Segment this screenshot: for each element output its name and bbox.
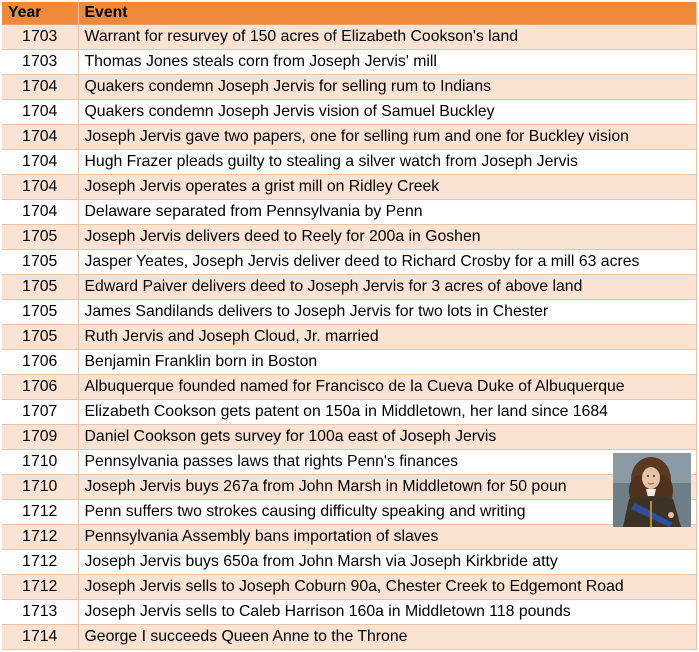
table-row bbox=[2, 125, 696, 150]
year-cell[interactable]: 1705 bbox=[2, 225, 78, 250]
year-cell[interactable]: 1705 bbox=[2, 250, 78, 275]
event-cell[interactable]: Jasper Yeates, Joseph Jervis deliver deed to Richard Crosby for a mill 63 acres bbox=[78, 250, 696, 275]
event-cell[interactable]: Delaware separated from Pennsylvania by Penn bbox=[78, 200, 696, 225]
event-cell[interactable]: Quakers condemn Joseph Jervis for selling rum to Indians bbox=[78, 75, 696, 100]
year-cell[interactable]: 1704 bbox=[2, 75, 78, 100]
table-row bbox=[2, 425, 696, 450]
table-row bbox=[2, 575, 696, 600]
table-row bbox=[2, 275, 696, 300]
event-cell[interactable]: Thomas Jones steals corn from Joseph Jervis' mill bbox=[78, 50, 696, 75]
table-row bbox=[2, 200, 696, 225]
portrait-icon bbox=[613, 453, 691, 527]
timeline-table bbox=[2, 2, 697, 650]
year-cell[interactable]: 1704 bbox=[2, 150, 78, 175]
table-row bbox=[2, 50, 696, 75]
event-cell[interactable]: Ruth Jervis and Joseph Cloud, Jr. married bbox=[78, 325, 696, 350]
year-cell[interactable]: 1705 bbox=[2, 325, 78, 350]
table-row bbox=[2, 175, 696, 200]
year-cell[interactable]: 1712 bbox=[2, 550, 78, 575]
event-cell[interactable]: Pennsylvania Assembly bans importation of slaves bbox=[78, 525, 696, 550]
year-cell[interactable]: 1706 bbox=[2, 350, 78, 375]
year-cell[interactable]: 1704 bbox=[2, 200, 78, 225]
table-row bbox=[2, 100, 696, 125]
table-row bbox=[2, 375, 696, 400]
event-cell[interactable]: Joseph Jervis delivers deed to Reely for 200a in Goshen bbox=[78, 225, 696, 250]
table-row bbox=[2, 525, 696, 550]
year-cell[interactable]: 1704 bbox=[2, 175, 78, 200]
header-row bbox=[2, 2, 696, 25]
event-cell[interactable]: Elizabeth Cookson gets patent on 150a in Middletown, her land since 1684 bbox=[78, 400, 696, 425]
year-cell[interactable]: 1712 bbox=[2, 525, 78, 550]
event-cell[interactable]: Joseph Jervis sells to Joseph Coburn 90a, Chester Creek to Edgemont Road bbox=[78, 575, 696, 600]
table-row bbox=[2, 250, 696, 275]
event-cell[interactable]: Albuquerque founded named for Francisco de la Cueva Duke of Albuquerque bbox=[78, 375, 696, 400]
year-cell[interactable]: 1703 bbox=[2, 50, 78, 75]
year-cell[interactable]: 1704 bbox=[2, 125, 78, 150]
event-cell[interactable]: Pennsylvania passes laws that rights Penn's finances bbox=[78, 450, 696, 475]
table-row bbox=[2, 400, 696, 425]
event-cell[interactable]: Joseph Jervis gave two papers, one for selling rum and one for Buckley vision bbox=[78, 125, 696, 150]
table-row bbox=[2, 225, 696, 250]
table-row bbox=[2, 500, 696, 525]
event-cell[interactable]: Edward Paiver delivers deed to Joseph Jervis for 3 acres of above land bbox=[78, 275, 696, 300]
event-cell[interactable]: Joseph Jervis buys 650a from John Marsh via Joseph Kirkbride atty bbox=[78, 550, 696, 575]
table-row bbox=[2, 150, 696, 175]
table-row bbox=[2, 450, 696, 475]
year-cell[interactable]: 1705 bbox=[2, 300, 78, 325]
event-cell[interactable]: George I succeeds Queen Anne to the Throne bbox=[78, 625, 696, 650]
year-cell[interactable]: 1703 bbox=[2, 25, 78, 50]
table-row bbox=[2, 625, 696, 650]
event-cell[interactable]: Quakers condemn Joseph Jervis vision of Samuel Buckley bbox=[78, 100, 696, 125]
portrait-image bbox=[613, 453, 691, 527]
event-cell[interactable]: Joseph Jervis sells to Caleb Harrison 160a in Middletown 118 pounds bbox=[78, 600, 696, 625]
year-cell[interactable]: 1704 bbox=[2, 100, 78, 125]
event-cell[interactable]: Hugh Frazer pleads guilty to stealing a silver watch from Joseph Jervis bbox=[78, 150, 696, 175]
table-row bbox=[2, 325, 696, 350]
event-cell[interactable]: Benjamin Franklin born in Boston bbox=[78, 350, 696, 375]
table-row bbox=[2, 475, 696, 500]
event-cell[interactable]: James Sandilands delivers to Joseph Jervis for two lots in Chester bbox=[78, 300, 696, 325]
year-cell[interactable]: 1709 bbox=[2, 425, 78, 450]
event-header[interactable]: Event bbox=[78, 2, 696, 25]
event-cell[interactable]: Joseph Jervis operates a grist mill on Ridley Creek bbox=[78, 175, 696, 200]
timeline-body bbox=[2, 25, 696, 650]
table-row bbox=[2, 350, 696, 375]
year-header[interactable]: Year bbox=[2, 2, 78, 25]
table-row bbox=[2, 75, 696, 100]
table-row bbox=[2, 550, 696, 575]
year-cell[interactable]: 1707 bbox=[2, 400, 78, 425]
year-cell[interactable]: 1706 bbox=[2, 375, 78, 400]
table-row bbox=[2, 25, 696, 50]
year-cell[interactable]: 1712 bbox=[2, 575, 78, 600]
year-cell[interactable]: 1712 bbox=[2, 500, 78, 525]
event-cell[interactable]: Warrant for resurvey of 150 acres of Elizabeth Cookson's land bbox=[78, 25, 696, 50]
year-cell[interactable]: 1710 bbox=[2, 450, 78, 475]
table-row bbox=[2, 600, 696, 625]
event-cell[interactable]: Daniel Cookson gets survey for 100a east of Joseph Jervis bbox=[78, 425, 696, 450]
year-cell[interactable]: 1714 bbox=[2, 625, 78, 650]
event-cell[interactable]: Joseph Jervis buys 267a from John Marsh in Middletown for 50 poun bbox=[78, 475, 696, 500]
event-cell[interactable]: Penn suffers two strokes causing difficulty speaking and writing bbox=[78, 500, 696, 525]
table-row bbox=[2, 300, 696, 325]
year-cell[interactable]: 1705 bbox=[2, 275, 78, 300]
year-cell[interactable]: 1710 bbox=[2, 475, 78, 500]
year-cell[interactable]: 1713 bbox=[2, 600, 78, 625]
